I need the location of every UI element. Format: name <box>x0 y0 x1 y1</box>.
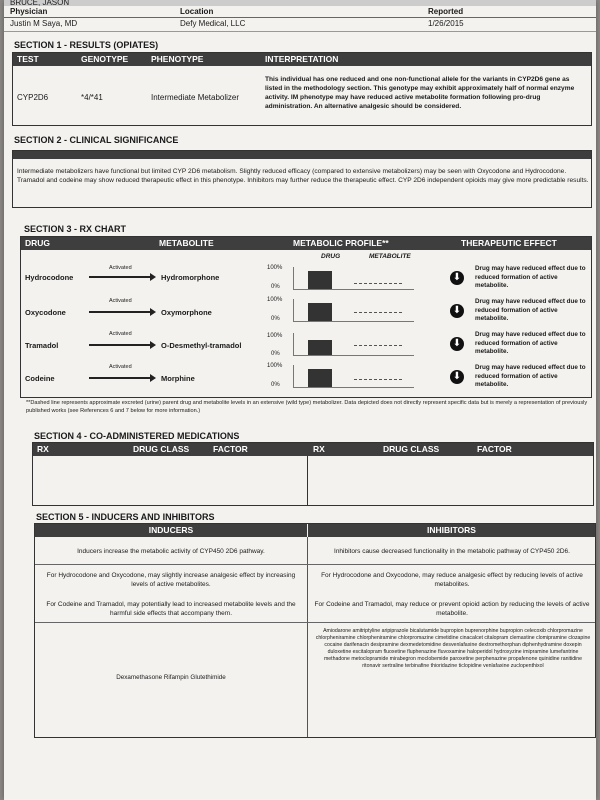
s3-col-metabolite: METABOLITE <box>159 238 214 248</box>
s5-inhibitors-row2: For Hydrocodone and Oxycodone, may reduce analgesic effect by reducing levels of active metabolites. <box>321 572 583 588</box>
rx-metabolite-dashed <box>354 379 402 380</box>
s5-inducers-row1: Inducers increase the metabolic activity of CYP450 2D6 pathway. <box>77 548 265 555</box>
section2-title: SECTION 2 - CLINICAL SIGNIFICANCE <box>14 135 179 145</box>
rx-profile-graph <box>293 267 414 290</box>
header-strip <box>4 0 596 6</box>
rx-arrow <box>89 311 151 313</box>
rx-profile-graph <box>293 365 414 388</box>
section1-header-bar <box>13 53 591 66</box>
section4-box <box>32 442 594 506</box>
section3-box <box>20 236 592 398</box>
rx-drug: Tramadol <box>25 341 59 350</box>
rx-activated-label: Activated <box>109 364 132 370</box>
thumbs-down-icon: ⬇ <box>450 337 464 351</box>
s1-phenotype-value: Intermediate Metabolizer <box>151 93 240 102</box>
rx-row-oxycodone <box>21 292 591 325</box>
rx-metabolite: O-Desmethyl-tramadol <box>161 341 242 350</box>
rx-profile-graph <box>293 333 414 356</box>
rx-0-label: 0% <box>271 316 280 322</box>
section2-bar <box>13 151 591 159</box>
physician-value: Justin M Saya, MD <box>10 19 78 28</box>
rx-100-label: 100% <box>267 297 283 303</box>
rx-row-hydrocodone <box>21 259 591 292</box>
s1-col-phenotype: PHENOTYPE <box>151 54 204 64</box>
rx-drug: Hydrocodone <box>25 273 74 282</box>
s3-col-effect: THERAPEUTIC EFFECT <box>461 238 557 248</box>
section5-title: SECTION 5 - INDUCERS AND INHIBITORS <box>36 512 215 522</box>
s5-divider <box>307 537 308 737</box>
rx-drug: Oxycodone <box>25 308 66 317</box>
rx-metabolite-dashed <box>354 345 402 346</box>
s3-col-profile: METABOLIC PROFILE** <box>293 238 389 248</box>
rx-metabolite: Morphine <box>161 374 195 383</box>
rx-0-label: 0% <box>271 284 280 290</box>
header-divider <box>4 17 596 18</box>
physician-label: Physician <box>10 7 48 16</box>
s3-sub-drug: DRUG <box>321 253 341 260</box>
s3-footnote: **Dashed line represents approximate excreted (urine) parent drug and metabolite levels in an extensive (wild type) metabolizer. Data depicted does not directly represent specific data but is merely a representation of previously published works (see References 6 and 7 below for more information.) <box>26 400 588 414</box>
section1-box <box>12 52 592 126</box>
s5-inhibitors-row3: For Codeine and Tramadol, may reduce or prevent opioid action by reducing the levels of active metabolite. <box>314 601 590 617</box>
rx-effect: Drug may have reduced effect due to reduced formation of active metabolite. <box>475 298 586 322</box>
section3-title: SECTION 3 - RX CHART <box>24 224 127 234</box>
s5-inducers-row2: For Hydrocodone and Oxycodone, may slightly increase analgesic effect by increasing levels of active metabolites. <box>46 572 296 588</box>
rx-activated-label: Activated <box>109 298 132 304</box>
s5-row-divider-1 <box>35 564 595 565</box>
s5-inhibitors-list: Amiodarone amitriptyline aripiprazole bicalutamide bupropion buprenorphine bupropion celecoxib chlorpromazine chlorpheniramine chlorpheniramine chlorpromazine cimetidine cinacalcet citalopram clemastine clomipramine clozapine cocaine darifenacin desipramine dexmedetomidine desvenlafaxine dextromethorphan diphenhydramine doxepin duloxetine escitalopram fluoxetine fluphenazine fluvoxamine haloperidol hydroxyzine imipramine lumefantrine methadone metoclopramide mirabegron moclobemide paroxetine perphenazine propafenone quinidine ranitidine ritonavir sertraline terbinafine thioridazine ticlopidine venlafaxine zuclopenthixol <box>315 628 591 669</box>
rx-row-tramadol <box>21 325 591 358</box>
rx-100-label: 100% <box>267 363 283 369</box>
s4-col-rx-right: RX <box>313 444 325 454</box>
section2-box <box>12 150 592 208</box>
rx-drug-bar <box>308 271 332 289</box>
patient-name: BRUCE, JASON <box>10 0 70 7</box>
rx-arrow <box>89 377 151 379</box>
rx-metabolite: Oxymorphone <box>161 308 212 317</box>
s1-col-interpretation: INTERPRETATION <box>265 54 339 64</box>
section4-title: SECTION 4 - CO-ADMINISTERED MEDICATIONS <box>34 431 240 441</box>
rx-metabolite-dashed <box>354 283 402 284</box>
s1-test-value: CYP2D6 <box>17 93 49 102</box>
section4-header-bar <box>33 443 593 456</box>
report-page <box>4 0 596 800</box>
rx-metabolite-dashed <box>354 312 402 313</box>
rx-effect: Drug may have reduced effect due to reduced formation of active metabolite. <box>475 364 586 388</box>
rx-effect: Drug may have reduced effect due to reduced formation of active metabolite. <box>475 265 586 289</box>
s5-inhibitors-header: INHIBITORS <box>308 524 595 537</box>
s1-col-test: TEST <box>17 54 39 64</box>
rx-100-label: 100% <box>267 333 283 339</box>
s4-col-factor-right: FACTOR <box>477 444 512 454</box>
rx-0-label: 0% <box>271 351 280 357</box>
rx-drug-bar <box>308 340 332 355</box>
rx-row-codeine <box>21 358 591 391</box>
reported-value: 1/26/2015 <box>428 19 464 28</box>
s5-inducers-row3: For Codeine and Tramadol, may potentially lead to increased metabolite levels and the harmful side effects that accompany them. <box>46 601 296 617</box>
rx-activated-label: Activated <box>109 331 132 337</box>
s4-col-class-left: DRUG CLASS <box>133 444 190 454</box>
rx-activated-label: Activated <box>109 265 132 271</box>
rx-drug-bar <box>308 303 332 321</box>
s4-divider <box>307 456 308 505</box>
s4-col-class-right: DRUG CLASS <box>383 444 440 454</box>
s4-col-rx-left: RX <box>37 444 49 454</box>
thumbs-down-icon: ⬇ <box>450 304 464 318</box>
s2-text: Intermediate metabolizers have functional but limited CYP 2D6 metabolism. Slightly reduced efficacy (compared to extensive metabolizers) may be seen with Oxycodone and Hydrocodone. Tramadol and codeine may show reduced therapeutic effect in this phenotype. Inhibitors may further reduce the therapeutic effect. CYP 2D6 independent opioids may give more predictable results. <box>17 168 589 184</box>
location-label: Location <box>180 7 214 16</box>
location-value: Defy Medical, LLC <box>180 19 246 28</box>
rx-profile-graph <box>293 299 414 322</box>
rx-arrow <box>89 344 151 346</box>
s5-inducers-header: INDUCERS <box>35 524 307 537</box>
thumbs-down-icon: ⬇ <box>450 271 464 285</box>
rx-drug-bar <box>308 369 332 387</box>
s4-col-factor-left: FACTOR <box>213 444 248 454</box>
s3-col-drug: DRUG <box>25 238 51 248</box>
s5-row-divider-2 <box>35 622 595 623</box>
rx-metabolite: Hydromorphone <box>161 273 220 282</box>
thumbs-down-icon: ⬇ <box>450 370 464 384</box>
rx-100-label: 100% <box>267 265 283 271</box>
s1-interpretation-value: This individual has one reduced and one non-functional allele for the variants in CYP2D6 gene as listed in the methodology section. This genotype may exhibit approximately half of normal enzyme activity. IM phenotype may have reduced active metabolite formation following pro-drug administration. An alternative analgesic should be considered. <box>265 76 575 110</box>
rx-effect: Drug may have reduced effect due to reduced formation of active metabolite. <box>475 331 586 355</box>
s5-inducers-list: Dexamethasone Rifampin Glutethimide <box>116 674 226 681</box>
s3-sub-metabolite: METABOLITE <box>369 253 411 260</box>
section5-box <box>34 523 596 738</box>
s1-genotype-value: *4/*41 <box>81 93 103 102</box>
rx-arrow <box>89 276 151 278</box>
reported-label: Reported <box>428 7 464 16</box>
section3-header-bar <box>21 237 591 250</box>
s1-col-genotype: GENOTYPE <box>81 54 129 64</box>
section1-title: SECTION 1 - RESULTS (OPIATES) <box>14 40 159 50</box>
rx-drug: Codeine <box>25 374 55 383</box>
rx-0-label: 0% <box>271 382 280 388</box>
s5-inhibitors-row1: Inhibitors cause decreased functionality in the metabolic pathway of CYP450 2D6. <box>334 548 570 555</box>
header-bottom-divider <box>4 31 596 32</box>
